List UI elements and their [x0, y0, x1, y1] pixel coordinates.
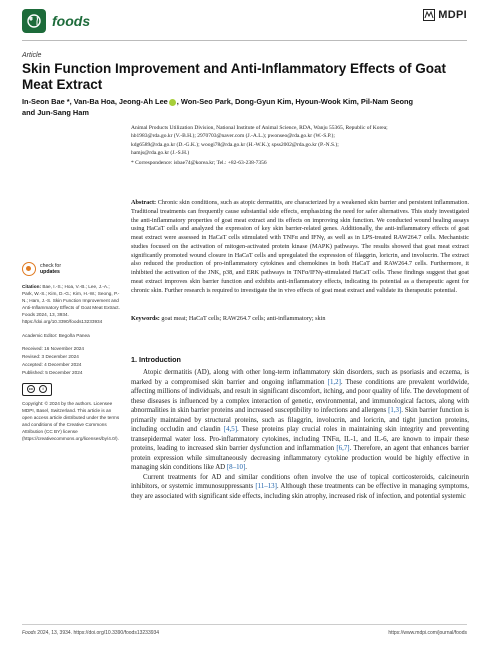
- citation-label: Citation:: [22, 284, 42, 289]
- received-date: Received: 16 November 2024: [22, 345, 85, 351]
- citation-text: Bae, I.-S.; Hoa, V.-B.; Lee, J.-A.; Park, W.-S.; Kim, D.-G.; Kim, H.-W.; Seong, P.-N.; Ham, J.-S. Skin Function Improvement and Anti-Inflammatory Effects of Goat Meat Extract. Foods 2024, 13, 3934. https://doi.org/10.3390/foods13233934: [22, 284, 120, 325]
- publisher-logo[interactable]: [423, 9, 467, 21]
- updates-icon: [22, 262, 36, 276]
- header-divider: [22, 40, 467, 41]
- cc-by-icon: cc i: [22, 383, 52, 396]
- abstract: [131, 199, 469, 295]
- author-list: [22, 96, 467, 118]
- citation-link[interactable]: [11–13]: [255, 483, 277, 490]
- sidebar: [22, 262, 120, 448]
- footer-citation: Foods 2024, 13, 3934. https://doi.org/10.3390/foods13233934: [22, 630, 160, 636]
- publisher-name: MDPI: [438, 9, 467, 21]
- journal-url-link[interactable]: https://www.mdpi.com/journal/foods: [388, 630, 467, 636]
- mdpi-mark-icon: [423, 9, 435, 21]
- cc-license-badge[interactable]: [22, 383, 120, 396]
- abstract-text: Chronic skin conditions, such as atopic dermatitis, are characterized by a weakened skin barrier and persistent inflammation. Traditional treatments can frequently cause substantial side effects, emphasizing the need for safer alternatives. This study investigated the anti-inflammatory properties of goat meat extract and its effects on improving skin function. We conducted wound healing assays using HaCaT cells and analyzed the expression of key skin barrier-related genes. Additionally, the anti-inflammatory effects of goat meat extract were assessed in HaCaT cells stimulated with TNFα and IFNγ, as well as in LPS-treated RAW264.7 cells. Mechanistic studies focused on the activation of mitogen-activated protein kinase (MAPK) pathways. The results showed that goat meat extract significantly promoted wound closure in HaCaT cells and upregulated the expression of filaggrin, loricrin, and involucrin. The extract also reduced the production of pro-inflammatory cytokines and chemokines in both HaCaT and RAW264.7 cells. Furthermore, it inhibited the activation of the JNK, p38, and ERK pathways in TNFα/IFNγ-stimulated HaCaT cells. These findings suggest that goat meat extract improves skin barrier function and exhibits anti-inflammatory effects, indicating its potential as a therapeutic agent for chronic skin. Further research is required to investigate the in vivo effects of goat meat extract and validate its therapeutic potential.: [131, 199, 469, 294]
- affiliation-line: hb1983@rda.go.kr (V.-B.H.); 2970703@naver.com (J.-A.L.); pwonseo@rda.go.kr (W.-S.P.);: [131, 133, 335, 140]
- introduction-body: [131, 368, 469, 501]
- affiliation-line: kdg6589@rda.go.kr (D.-G.K.); woogi78@rda.go.kr (H.-W.K.); spss2002@rda.go.kr (P.-N.S.);: [131, 141, 339, 148]
- check-for-updates-button[interactable]: [22, 262, 120, 276]
- intro-paragraph: Atopic dermatitis (AD), along with other long-term inflammatory skin disorders, such as psoriasis and eczema, is marked by a compromised skin barrier and ongoing inflammation [1,2]. These conditions are prevalent worldwide, affecting millions of individuals, and result in significant discomfort, itching, and poor quality of life. The development of these diseases is influenced by a complex interaction of genetic, environmental, and immunological factors, along with abnormalities in skin barrier proteins and increased susceptibility to infections and allergens [1,3]. Skin barrier function is primarily maintained by structural proteins, such as filaggrin, involucrin, and loricrin, and tight junction proteins, including occludin and claudin [4,5]. These proteins play crucial roles in maintaining skin integrity and preventing transepidermal water loss. Pro-inflammatory cytokines, including TNFα, IL-1, and IL-6, are known to impair these proteins, leading to increased skin barrier dysfunction and inflammation [6,7]. Therefore, an agent that enhances barrier protein expression while simultaneously decreasing inflammatory cytokine production would be highly effective in managing skin conditions like AD [8–10].: [131, 369, 470, 471]
- paper-title: Skin Function Improvement and Anti-Inflammatory Effects of Goat Meat Extract: [22, 61, 447, 92]
- affiliation-block: [131, 124, 469, 167]
- accepted-date: Accepted: 4 December 2024: [22, 361, 82, 367]
- footer-divider: [22, 624, 467, 625]
- citation-link[interactable]: [8–10]: [226, 464, 246, 471]
- journal-logo[interactable]: [22, 9, 90, 33]
- keywords: [131, 315, 469, 324]
- authors-part-3: and Jun-Sang Ham: [22, 108, 89, 117]
- citation: [22, 283, 120, 326]
- citation-link[interactable]: [6,7]: [336, 445, 350, 452]
- section-heading: 1. Introduction: [131, 355, 181, 364]
- revised-date: Revised: 3 December 2024: [22, 353, 79, 359]
- authors-part-1: In-Seon Bae *, Van-Ba Hoa, Jeong-Ah Lee: [22, 97, 168, 106]
- publication-dates: [22, 345, 120, 377]
- affiliation-line: hamjs@rda.go.kr (J.-S.H.): [131, 150, 190, 157]
- published-date: Published: 5 December 2024: [22, 369, 83, 375]
- footer-doi[interactable]: 2024, 13, 3934. https://doi.org/10.3390/foods13233934: [35, 630, 160, 636]
- correspondence: * Correspondence: isbae74@korea.kr; Tel.: +82-63-238-7356: [131, 159, 267, 166]
- orcid-icon[interactable]: [169, 99, 176, 106]
- keywords-text: goat meat; HaCaT cells; RAW264.7 cells; anti-inflammatory; skin: [161, 315, 326, 322]
- intro-paragraph: Current treatments for AD and similar conditions often involve the use of topical corticosteroids, calcineurin inhibitors, or systemic immunosuppressants [11–13]. Although these treatments can be effective in managing symptoms, they are associated with significant side effects, including skin atrophy, increased risk of infection, and potential systemic: [131, 473, 469, 500]
- journal-name: foods: [52, 13, 91, 29]
- citation-link[interactable]: [1,2]: [327, 378, 341, 386]
- citation-link[interactable]: [1,3]: [388, 407, 402, 414]
- authors-part-2: , Won-Seo Park, Dong-Gyun Kim, Hyoun-Wook Kim, Pil-Nam Seong: [176, 97, 414, 106]
- journal-emblem-icon: [22, 9, 46, 33]
- updates-line-2: updates: [40, 269, 60, 275]
- keywords-label: Keywords:: [131, 315, 160, 322]
- academic-editor: Academic Editor: Begoña Panea: [22, 332, 90, 338]
- affiliation-line: Animal Products Utilization Division, National Institute of Animal Science, RDA, Wanju 55365, Republic of Korea;: [131, 125, 388, 131]
- license-text: Copyright: © 2024 by the authors. Licensee MDPI, Basel, Switzerland. This article is an open access article distributed under the terms and conditions of the Creative Commons Attribution (CC BY) license (https://creativecommons.org/licenses/by/4.0/).: [22, 400, 120, 442]
- updates-line-1: check for: [40, 263, 62, 269]
- abstract-label: Abstract:: [131, 199, 157, 206]
- article-type: Article: [22, 52, 42, 59]
- citation-link[interactable]: [4,5]: [223, 426, 237, 433]
